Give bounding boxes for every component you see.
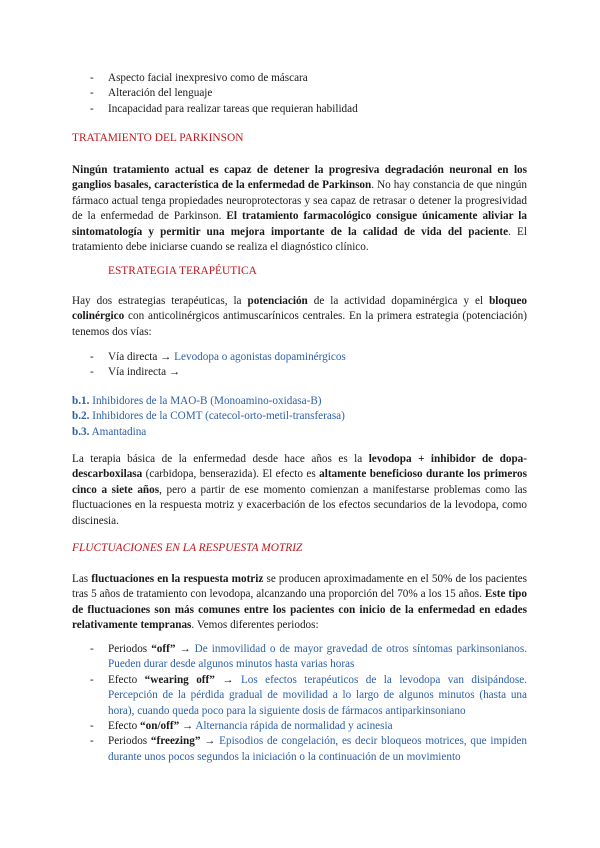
intro-list	[72, 71, 527, 117]
paragraph-terapia: La terapia básica de la enfermedad desde hace años es la levodopa + inhibidor de dopa-descarboxilasa (carbidopa, benserazida). El efecto es altamente beneficioso durante los primeros cinco a siete años, pero a partir de ese momento comienzan a manifestarse problemas como las fluctuaciones en la respuesta motriz y exacerbación de los efectos secundarios de la levodopa, como discinesia.	[72, 453, 527, 527]
heading-tratamiento: TRATAMIENTO DEL PARKINSON	[72, 132, 244, 144]
list-item: - Periodos “freezing” → Episodios de congelación, es decir bloqueos motrices, que impiden durante unos pocos segundos la iniciación o la continuación de un movimiento	[72, 734, 527, 765]
list-item: - Vía directa → Levodopa o agonistas dopaminérgicos	[72, 350, 527, 365]
list-item: - Incapacidad para realizar tareas que requieran habilidad	[72, 102, 527, 117]
list-item: - Alteración del lenguaje	[72, 86, 527, 101]
heading-estrategia: ESTRATEGIA TERAPÉUTICA	[108, 265, 257, 277]
paragraph-tratamiento: Ningún tratamiento actual es capaz de detener la progresiva degradación neuronal en los ganglios basales, característica de la enfermedad de Parkinson. No hay constancia de que ningún fármaco actual tenga propiedades neuroprotectoras y sea capaz de retrasar o detener la progresividad de la enfermedad de Parkinson. El tratamiento farmacológico consigue únicamente aliviar la sintomatología y permitir una mejora importante de la calidad de vida del paciente. El tratamiento debe iniciarse cuando se realiza el diagnóstico clínico.	[72, 164, 528, 254]
heading-fluctuaciones: FLUCTUACIONES EN LA RESPUESTA MOTRIZ	[72, 542, 303, 554]
b-items	[72, 394, 527, 440]
periodos-list	[72, 642, 527, 765]
paragraph-fluctuaciones: Las fluctuaciones en la respuesta motriz se producen aproximadamente en el 50% de los pacientes tras 5 años de tratamiento con levodopa, alcanzando una proporción del 70% a los 15 años. Este tipo de fluctuaciones son más comunes entre los pacientes con inicio de la enfermedad en edades relativamente tempranas. Vemos diferentes periodos:	[72, 573, 528, 632]
list-item: b.2. Inhibidores de la COMT (catecol-orto-metil-transferasa)	[72, 410, 345, 423]
list-item: - Vía indirecta →	[72, 365, 527, 380]
list-item: - Efecto “wearing off” → Los efectos terapéuticos de la levodopa van disipándose. Percepción de la pérdida gradual de movilidad a lo largo de algunos minutos (hasta una hora), cuando queda poco para la siguiente dosis de fármacos antiparkinsoniano	[72, 673, 527, 719]
paragraph-estrategia: Hay dos estrategias terapéuticas, la potenciación de la actividad dopaminérgica y el bloqueo colinérgico con anticolinérgicos antimuscarínicos centrales. En la primera estrategia (potenciación) tenemos dos vías:	[72, 295, 528, 338]
list-item: b.3. Amantadina	[72, 425, 147, 438]
list-item: - Aspecto facial inexpresivo como de máscara	[72, 71, 527, 86]
vias-list	[72, 350, 527, 381]
list-item: b.1. Inhibidores de la MAO-B (Monoamino-oxidasa-B)	[72, 395, 322, 407]
list-item: - Efecto “on/off” → Alternancia rápida de normalidad y acinesia	[72, 719, 527, 734]
list-item: - Periodos “off” → De inmovilidad o de mayor gravedad de otros síntomas parkinsonianos. Pueden durar desde algunos minutos hasta varias horas	[72, 642, 527, 673]
